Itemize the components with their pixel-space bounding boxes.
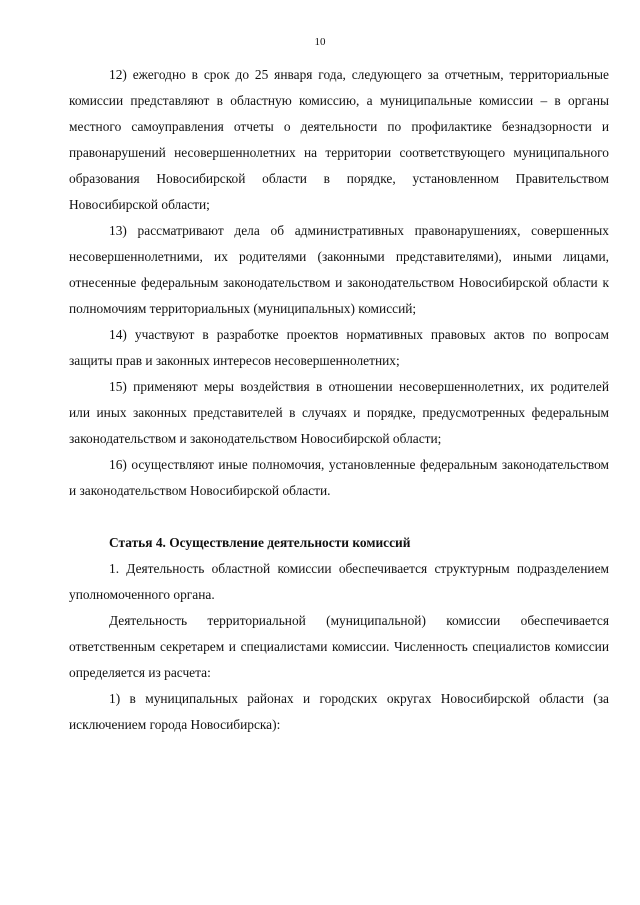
paragraph-article4-1: 1. Деятельность областной комиссии обеспечивается структурным подразделением уполномоченного органа. (69, 561, 609, 602)
paragraph-article4-staff: Деятельность территориальной (муниципальной) комиссии обеспечивается ответственным секретарем и специалистами комиссии. Численность специалистов комиссии определяется из расчета: (69, 613, 609, 680)
page-number: 10 (314, 36, 326, 48)
article-heading: Статья 4. Осуществление деятельности комиссий (109, 535, 411, 550)
paragraph-item-16: 16) осуществляют иные полномочия, установленные федеральным законодательством и законодательством Новосибирской области. (69, 457, 609, 498)
paragraph-article4-item1: 1) в муниципальных районах и городских округах Новосибирской области (за исключением города Новосибирска): (69, 691, 609, 732)
paragraph-item-14: 14) участвуют в разработке проектов нормативных правовых актов по вопросам защиты прав и законных интересов несовершеннолетних; (69, 327, 609, 368)
paragraph-item-15: 15) применяют меры воздействия в отношении несовершеннолетних, их родителей или иных законных представителей в случаях и порядке, предусмотренных федеральным законодательством и законодательством Новосибирской области; (69, 379, 609, 446)
document-body (69, 62, 609, 738)
paragraph-item-12: 12) ежегодно в срок до 25 января года, следующего за отчетным, территориальные комиссии представляют в областную комиссию, а муниципальные комиссии – в органы местного самоуправления отчеты о деятельности по профилактике безнадзорности и правонарушений несовершеннолетних на территории соответствующего муниципального образования Новосибирской области в порядке, установленном Правительством Новосибирской области; (69, 67, 609, 212)
paragraph-item-13: 13) рассматривают дела об административных правонарушениях, совершенных несовершеннолетними, их родителями (законными представителями), иными лицами, отнесенные федеральным законодательством и законодательством Новосибирской области к полномочиям территориальных (муниципальных) комиссий; (69, 223, 609, 316)
